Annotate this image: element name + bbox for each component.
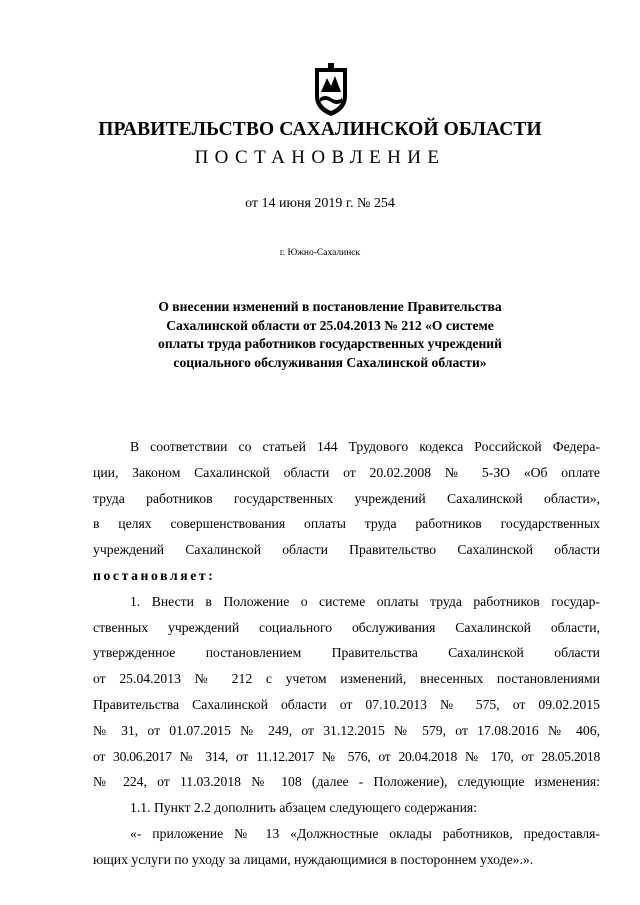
body-line: от 25.04.2013 № 212 с учетом изменений, внесенных постановлениями [93,671,600,687]
body-line: № 224, от 11.03.2018 № 108 (далее - Положение), следующие изменения: [93,774,600,790]
body-line: № 31, от 01.07.2015 № 249, от 31.12.2015 № 579, от 17.08.2016 № 406, [93,722,600,738]
body-line: ции, Законом Сахалинской области от 20.02.2008 № 5-ЗО «Об оплате [93,464,600,480]
coat-of-arms-icon [311,62,351,118]
body-line: ющих услуги по уходу за лицами, нуждающимися в постороннем уходе».». [93,851,534,867]
subject-line: оплаты труда работников государственных учреждений [158,336,502,351]
body-line: «- приложение № 13 «Должностные оклады работников, предоставля- [130,825,600,841]
body-line: Правительства Сахалинской области от 07.10.2013 № 575, от 09.02.2015 [93,696,600,712]
body-line: ственных учреждений социального обслуживания Сахалинской области, [93,619,600,635]
body-line: В соответствии со статьей 144 Трудового кодекса Российской Федера- [130,439,600,454]
resolution-keyword: постановляет: [93,567,216,583]
document-date-number: от 14 июня 2019 г. № 254 [245,196,395,211]
subject-line: Сахалинской области от 25.04.2013 № 212 «О системе [166,317,494,333]
document-type: ПОСТАНОВЛЕНИЕ [194,147,446,168]
body-line: от 30.06.2017 № 314, от 11.12.2017 № 576, от 20.04.2018 № 170, от 28.05.2018 [93,748,600,764]
document-city: г. Южно-Сахалинск [279,248,361,258]
document-body [93,434,600,873]
body-line: учреждений Сахалинской области Правительство Сахалинской области [93,542,600,558]
body-line: труда работников государственных учреждений Сахалинской области», [93,490,600,506]
subject-line: социального обслуживания Сахалинской области» [173,354,487,370]
document-subject [120,298,540,372]
body-line: 1. Внести в Положение о системе оплаты труда работников государ- [130,593,600,609]
body-line: в целях совершенствования оплаты труда работников государственных [93,516,600,532]
government-title: ПРАВИТЕЛЬСТВО САХАЛИНСКОЙ ОБЛАСТИ [98,119,542,140]
body-line: 1.1. Пункт 2.2 дополнить абзацем следующего содержания: [130,800,478,816]
body-line: утвержденное постановлением Правительства Сахалинской области [93,645,600,661]
subject-line: О внесении изменений в постановление Правительства [158,299,502,314]
